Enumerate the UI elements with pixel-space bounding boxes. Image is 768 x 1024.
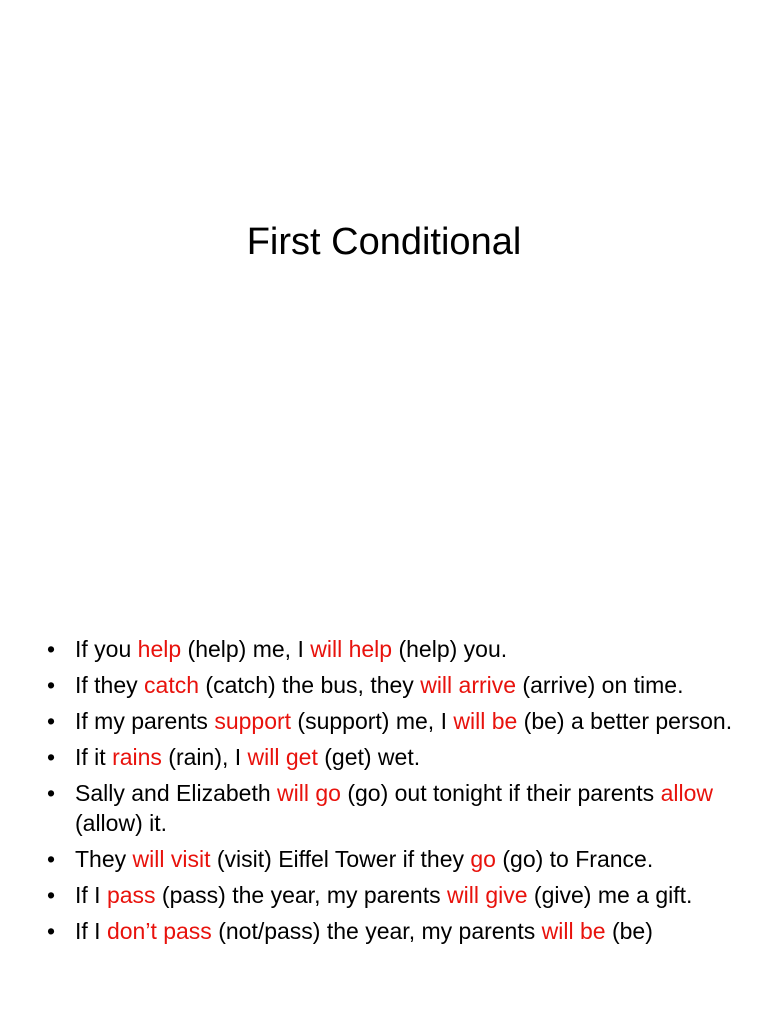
answer-verb: will arrive xyxy=(420,672,517,698)
sentence-text: (give) me a gift. xyxy=(527,882,693,908)
answer-verb: will go xyxy=(277,780,341,806)
sentence-text: (pass) the year, my parents xyxy=(155,882,447,908)
sentence-text: (be) a better person. xyxy=(517,708,733,734)
sentence-text: (be) xyxy=(605,918,653,944)
sentence-text: If I xyxy=(75,918,107,944)
answer-verb: support xyxy=(214,708,292,734)
sentence-text: (help) you. xyxy=(392,636,508,662)
bullet-item xyxy=(44,634,734,664)
sentence-text: (support) me, I xyxy=(291,708,454,734)
bullet-item xyxy=(44,742,734,772)
bullet-dot-icon: • xyxy=(46,672,56,698)
sentence-text: (visit) Eiffel Tower if they xyxy=(210,846,471,872)
sentence-text: (catch) the bus, they xyxy=(199,672,421,698)
bullet-dot-icon: • xyxy=(46,636,56,662)
bullet-list xyxy=(44,634,734,952)
answer-verb: rains xyxy=(112,744,162,770)
bullet-dot-icon: • xyxy=(46,882,56,908)
sentence-text: (rain), I xyxy=(161,744,248,770)
sentence-text: (not/pass) the year, my parents xyxy=(211,918,542,944)
answer-verb: pass xyxy=(106,882,156,908)
sentence-text: (allow) it. xyxy=(75,810,168,836)
answer-verb: catch xyxy=(144,672,200,698)
answer-verb: allow xyxy=(660,780,713,806)
sentence-text: If they xyxy=(75,672,145,698)
bullet-dot-icon: • xyxy=(46,846,56,872)
sentence-text: If my parents xyxy=(75,708,215,734)
sentence-text: (go) to France. xyxy=(495,846,654,872)
answer-verb: will be xyxy=(453,708,518,734)
bullet-item xyxy=(44,778,734,838)
bullet-dot-icon: • xyxy=(46,780,56,806)
bullet-item xyxy=(44,916,734,946)
bullet-dot-icon: • xyxy=(46,744,56,770)
answer-verb: will get xyxy=(247,744,318,770)
answer-verb: don’t pass xyxy=(106,918,212,944)
answer-verb: will help xyxy=(310,636,393,662)
sentence-text: If you xyxy=(75,636,138,662)
sentence-text: If I xyxy=(75,882,107,908)
bullet-dot-icon: • xyxy=(46,708,56,734)
answer-verb: go xyxy=(470,846,496,872)
slide-title: First Conditional xyxy=(246,221,522,263)
sentence-text: (arrive) on time. xyxy=(516,672,684,698)
sentence-text: (get) wet. xyxy=(317,744,421,770)
sentence-text: If it xyxy=(75,744,113,770)
answer-verb: will be xyxy=(541,918,606,944)
answer-verb: will give xyxy=(447,882,528,908)
bullet-item xyxy=(44,880,734,910)
sentence-text: (help) me, I xyxy=(181,636,311,662)
answer-verb: help xyxy=(137,636,182,662)
bullet-item xyxy=(44,670,734,700)
answer-verb: will visit xyxy=(132,846,211,872)
bullet-dot-icon: • xyxy=(46,918,56,944)
sentence-text: They xyxy=(75,846,133,872)
sentence-text: Sally and Elizabeth xyxy=(75,780,278,806)
bullet-item xyxy=(44,844,734,874)
bullet-item xyxy=(44,706,734,736)
sentence-text: (go) out tonight if their parents xyxy=(340,780,661,806)
